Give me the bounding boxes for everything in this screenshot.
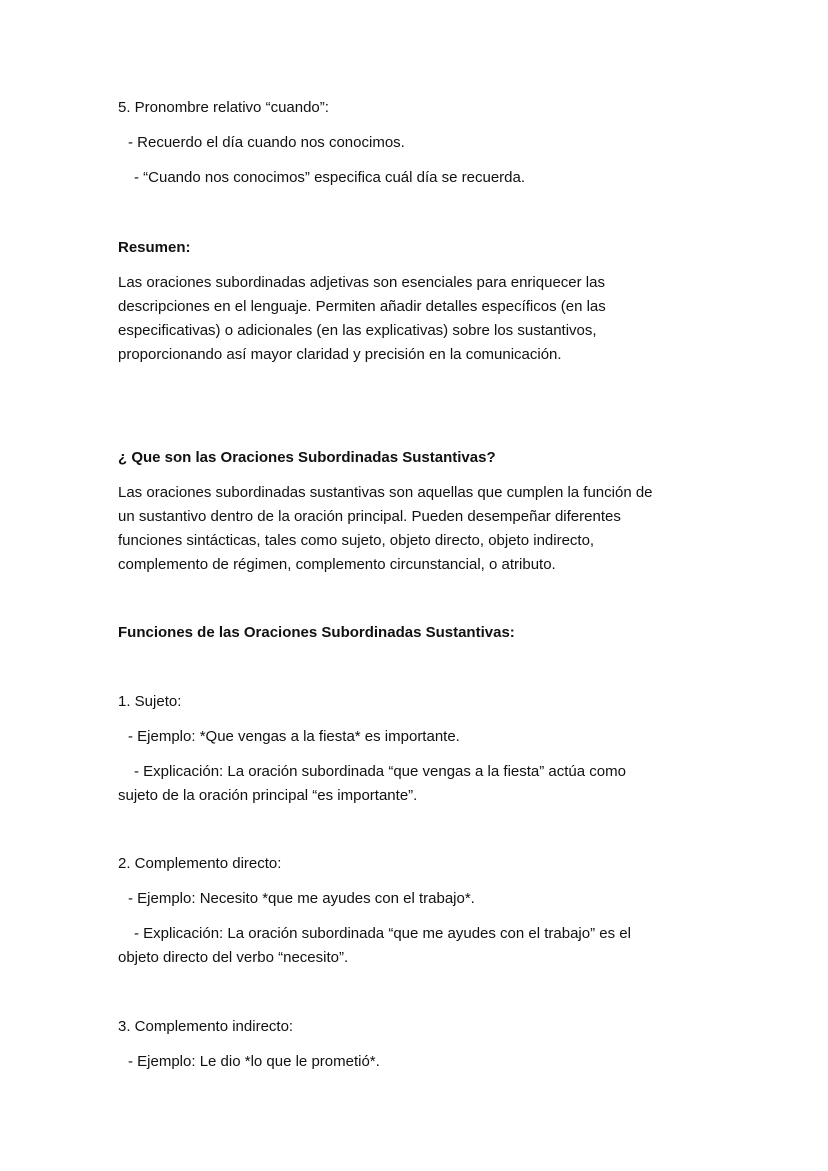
- summary-line: especificativas) o adicionales (en las explicativas) sobre los sustantivos,: [118, 322, 597, 339]
- sustantivas-line: Las oraciones subordinadas sustantivas son aquellas que cumplen la función de: [118, 484, 653, 501]
- summary-paragraph: [118, 271, 718, 367]
- summary-line: descripciones en el lenguaje. Permiten añadir detalles específicos (en las: [118, 298, 606, 315]
- sustantivas-title: ¿ Que son las Oraciones Subordinadas Sustantivas?: [118, 449, 496, 466]
- function-3-heading: 3. Complemento indirecto:: [118, 1018, 294, 1035]
- sustantivas-line: un sustantivo dentro de la oración principal. Pueden desempeñar diferentes: [118, 508, 621, 525]
- summary-line: Las oraciones subordinadas adjetivas son esenciales para enriquecer las: [118, 274, 605, 291]
- section-5-example: - Recuerdo el día cuando nos conocimos.: [128, 134, 405, 151]
- sustantivas-line: complemento de régimen, complemento circunstancial, o atributo.: [118, 556, 556, 573]
- summary-line: proporcionando así mayor claridad y precisión en la comunicación.: [118, 346, 562, 363]
- summary-title: Resumen:: [118, 239, 191, 256]
- function-1-explanation: - Explicación: La oración subordinada “que vengas a la fiesta” actúa como: [134, 763, 626, 780]
- function-1-heading: 1. Sujeto:: [118, 693, 182, 710]
- function-1-explanation-cont: sujeto de la oración principal “es importante”.: [118, 787, 418, 804]
- function-1-example: - Ejemplo: *Que vengas a la fiesta* es importante.: [128, 728, 460, 745]
- section-5-explanation: - “Cuando nos conocimos” especifica cuál día se recuerda.: [134, 169, 526, 186]
- sustantivas-paragraph: [118, 481, 718, 577]
- function-2-explanation-cont: objeto directo del verbo “necesito”.: [118, 949, 349, 966]
- section-5-heading: 5. Pronombre relativo “cuando”:: [118, 99, 329, 116]
- function-3-example: - Ejemplo: Le dio *lo que le prometió*.: [128, 1053, 380, 1070]
- function-2-explanation: - Explicación: La oración subordinada “que me ayudes con el trabajo” es el: [134, 925, 631, 942]
- funciones-title: Funciones de las Oraciones Subordinadas Sustantivas:: [118, 624, 515, 641]
- function-2-example: - Ejemplo: Necesito *que me ayudes con el trabajo*.: [128, 890, 475, 907]
- function-2-heading: 2. Complemento directo:: [118, 855, 282, 872]
- sustantivas-line: funciones sintácticas, tales como sujeto, objeto directo, objeto indirecto,: [118, 532, 595, 549]
